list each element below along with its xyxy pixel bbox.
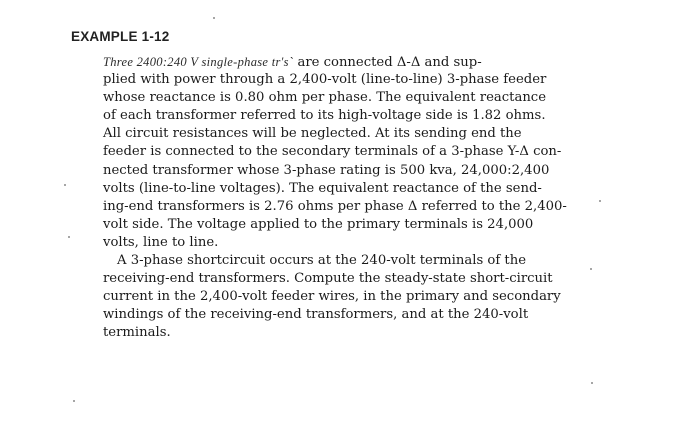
paragraph2-line-3: current in the 2,400-volt feeder wires, in the primary and secondary [103, 289, 561, 305]
paragraph1-line-8: volts (line-to-line voltages). The equivalent reactance of the send- [103, 180, 542, 196]
paragraph1-line-5: All circuit resistances will be neglected. At its sending end the [103, 126, 522, 142]
problem-text [103, 53, 583, 343]
paragraph1-line-1: are connected Δ-Δ and sup- [297, 55, 482, 70]
paragraph1-line-11: volts, line to line. [103, 234, 219, 250]
paragraph1-line-7: nected transformer whose 3-phase rating is 500 kva, 24,000:2,400 [103, 162, 550, 178]
handwritten-note: Three 2400:240 V single-phase tr's` [103, 55, 294, 69]
paragraph2-line-5: terminals. [103, 325, 171, 341]
example-heading: EXAMPLE 1-12 [71, 29, 170, 44]
scan-speck [591, 382, 593, 384]
text-line [103, 53, 583, 71]
scan-speck [599, 200, 601, 202]
scan-speck [73, 400, 75, 402]
paragraph1-line-4: of each transformer referred to its high-voltage side is 1.82 ohms. [103, 108, 546, 124]
paragraph1-line-10: volt side. The voltage applied to the primary terminals is 24,000 [103, 216, 534, 232]
paragraph1-line-6: feeder is connected to the secondary terminals of a 3-phase Y-Δ con- [103, 144, 562, 160]
paragraph2-line-1: A 3-phase shortcircuit occurs at the 240-volt terminals of the [117, 253, 527, 269]
paragraph1-line-3: whose reactance is 0.80 ohm per phase. The equivalent reactance [103, 90, 546, 106]
paragraph2-line-2: receiving-end transformers. Compute the steady-state short-circuit [103, 271, 553, 287]
paragraph2-line-4: windings of the receiving-end transformers, and at the 240-volt [103, 307, 529, 323]
scan-speck [213, 17, 215, 19]
scan-speck [64, 184, 66, 186]
scan-speck [590, 268, 592, 270]
paragraph1-line-9: ing-end transformers is 2.76 ohms per phase Δ referred to the 2,400- [103, 198, 567, 214]
paragraph1-line-2: plied with power through a 2,400-volt (line-to-line) 3-phase feeder [103, 72, 547, 88]
scan-speck [68, 236, 70, 238]
